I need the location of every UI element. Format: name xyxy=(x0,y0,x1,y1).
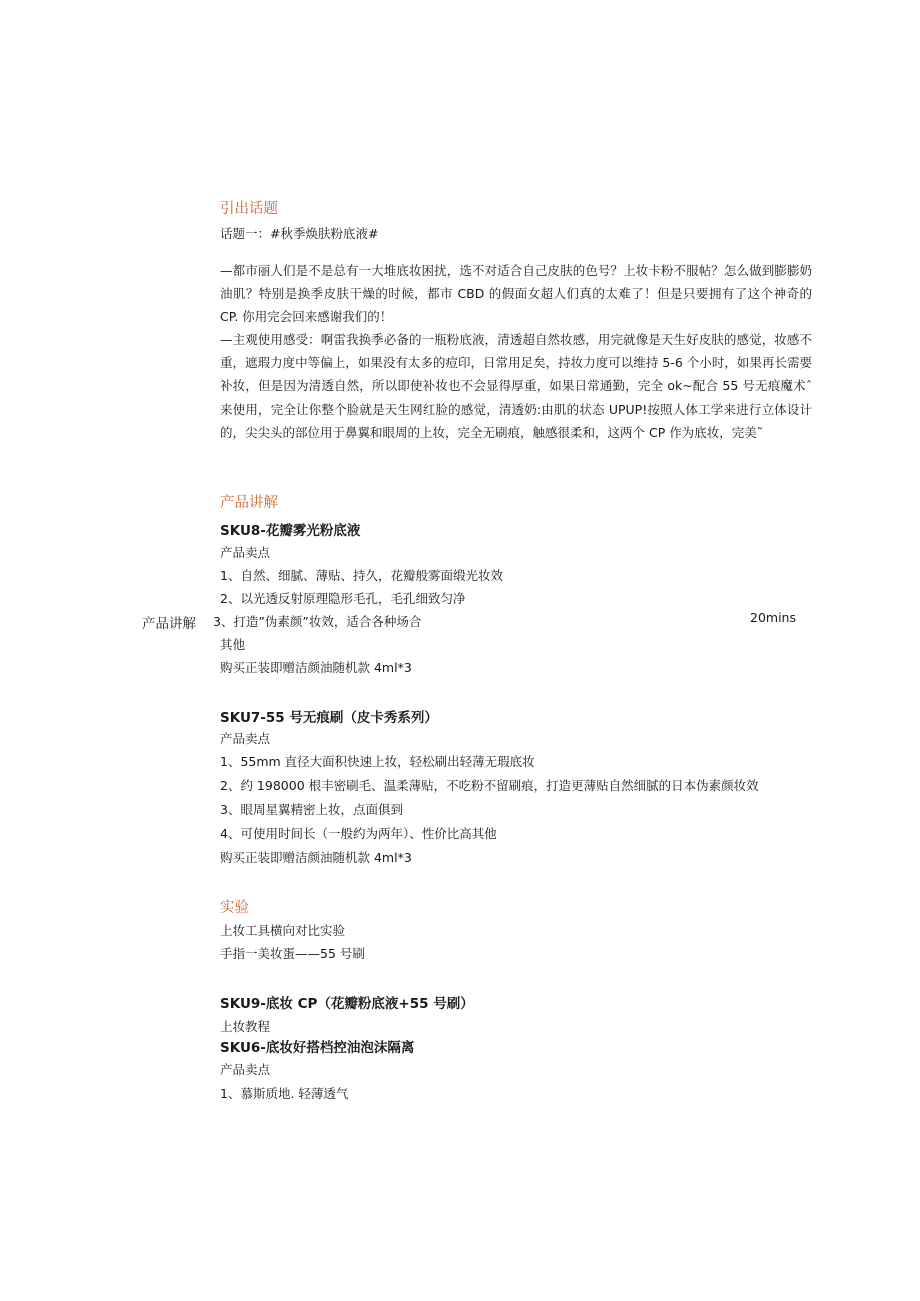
sku6-point-1: 1、慕斯质地. 轻薄透气 xyxy=(220,1086,349,1101)
sku8-title: SKU8-花瓣雾光粉底液 xyxy=(220,523,361,539)
sku8-point-2: 2、以光透反射原理隐形毛孔，毛孔细致匀净 xyxy=(220,591,466,606)
section-heading-product: 产品讲解 xyxy=(220,495,278,511)
sku8-gift: 购买正装即赠洁颜油随机款 4ml*3 xyxy=(220,660,412,675)
sku7-gift: 购买正装即赠洁颜油随机款 4ml*3 xyxy=(220,850,412,865)
sku7-point-2: 2、约 198000 根丰密刷毛、温柔薄贴，不吃粉不留刷痕，打造更薄贴自然细腻的日本伪素颜妆效 xyxy=(220,778,759,793)
sku7-point-3: 3、眼周星翼精密上妆，点面俱到 xyxy=(220,802,403,817)
sku8-point-3: 3、打造”伪素颜”妆效，适合各种场合 xyxy=(213,614,422,629)
sku9-tutorial: 上妆教程 xyxy=(220,1019,271,1034)
side-label-product: 产品讲解 xyxy=(142,616,196,632)
sku7-point-1: 1、55mm 直径大面积快速上妆，轻松刷出轻薄无瑕底妆 xyxy=(220,754,535,769)
sku8-point-1: 1、自然、细腻、薄贴、持久，花瓣般雾面缎光妆效 xyxy=(220,568,503,583)
sku8-other-label: 其他 xyxy=(220,637,246,652)
intro-paragraph-2: —主观使用感受：啊雷我换季必备的一瓶粉底液，清透超自然妆感，用完就像是天生好皮肤的感觉，妆感不重，遮瑕力度中等偏上，如果没有太多的痘印，日常用足矣，持妆力度可以维持 5-6 个小时，如果再长需要补妆，但是因为清透自然，所以即使补妆也不会显得厚重，如果日常通勤，完全 ok~配合 55 号无痕魔术ˆ来使用，完全让你整个脸就是天生网红脸的感觉，清透奶:由肌的状态 UPUP!按照人体工学来进行立体设计的，尖尖头的部位用于鼻翼和眼周的上妆，完全无刷痕，触感很柔和，这两个 CP 作为底妆，完美˜ xyxy=(220,332,812,440)
section-heading-intro: 引出话题 xyxy=(220,201,278,217)
sku6-selling-label: 产品卖点 xyxy=(220,1062,271,1077)
sku6-title: SKU6-底妆好搭档控油泡沫隔离 xyxy=(220,1040,415,1056)
duration-label: 20mins xyxy=(750,610,796,625)
sku9-title: SKU9-底妆 CP（花瓣粉底液+55 号刷） xyxy=(220,996,474,1012)
experiment-line-1: 上妆工具横向对比实验 xyxy=(220,923,346,938)
section-heading-experiment: 实验 xyxy=(220,900,249,916)
experiment-line-2: 手指一美妆蛋——55 号刷 xyxy=(220,946,365,961)
sku7-selling-label: 产品卖点 xyxy=(220,731,271,746)
topic-line: 话题一：#秋季焕肤粉底液# xyxy=(220,226,379,241)
sku7-title: SKU7-55 号无痕刷（皮卡秀系列） xyxy=(220,710,438,726)
intro-paragraph-1: —都市丽人们是不是总有一大堆底妆困扰，选不对适合自己皮肤的色号？上妆卡粉不服帖？怎么做到膨膨奶油肌？特别是换季皮肤干燥的时候，都市 CBD 的假面女超人们真的太难了！但是只要拥有了这个神奇的 CP. 你用完会回来感谢我们的！ xyxy=(220,263,812,325)
sku8-selling-label: 产品卖点 xyxy=(220,545,271,560)
sku7-point-4: 4、可使用时间长（一般约为两年）、性价比高其他 xyxy=(220,826,497,841)
